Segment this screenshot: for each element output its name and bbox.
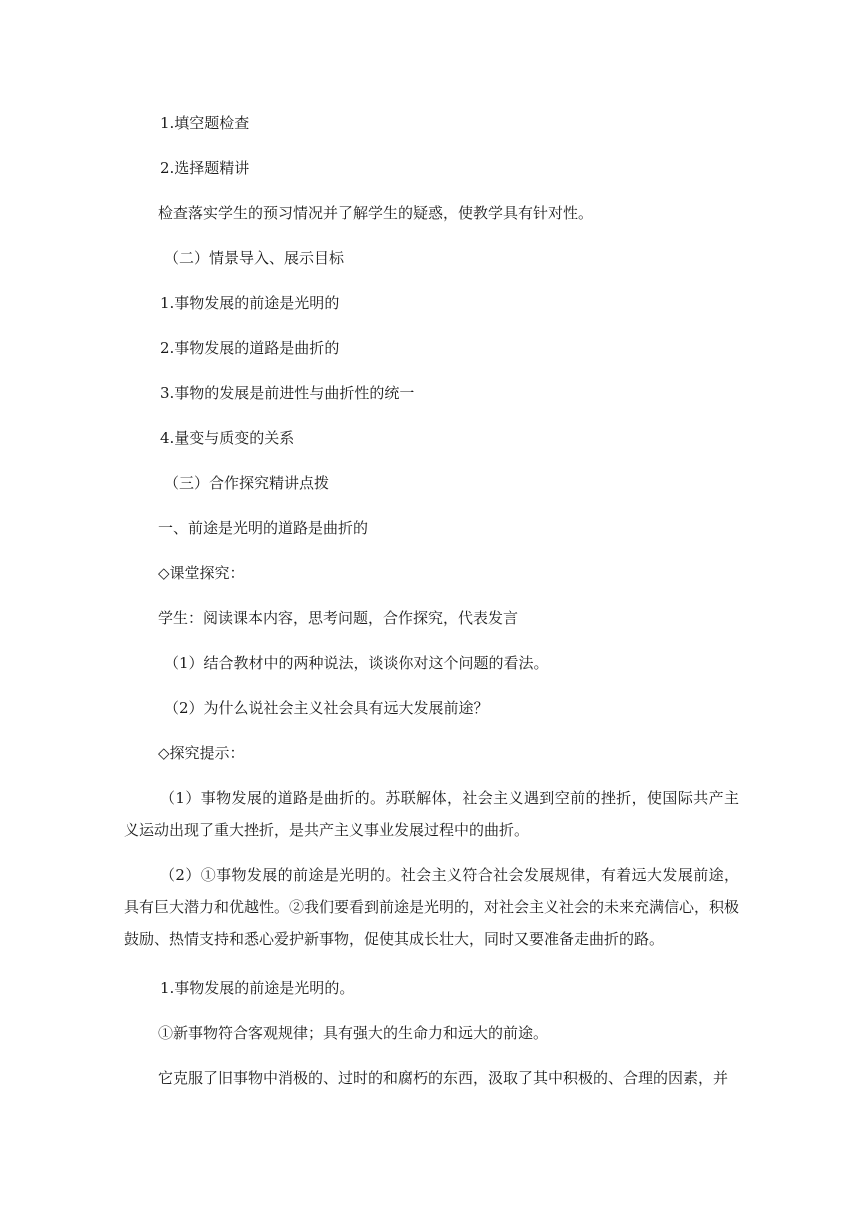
text-line: ◇探究提示： <box>158 744 245 762</box>
section-heading: （二）情景导入、展示目标 <box>164 249 345 267</box>
text-line: 2.选择题精讲 <box>160 159 250 177</box>
text-line: 检查落实学生的预习情况并了解学生的疑惑，使教学具有针对性。 <box>158 204 594 222</box>
question-line: （2）为什么说社会主义社会具有远大发展前途？ <box>164 699 489 717</box>
text-line: 3.事物的发展是前进性与曲折性的统一 <box>160 384 415 402</box>
text-line: ①新事物符合客观规律；具有强大的生命力和远大的前途。 <box>158 1024 549 1042</box>
text-line: 它克服了旧事物中消极的、过时的和腐朽的东西，汲取了其中积极的、合理的因素，并 <box>158 1069 729 1087</box>
paragraph: （1）事物发展的道路是曲折的。苏联解体，社会主义遇到空前的挫折，使国际共产主义运动出现了重大挫折，是共产主义事业发展过程中的曲折。 <box>124 789 739 839</box>
paragraph: （2）①事物发展的前途是光明的。社会主义符合社会发展规律，有着远大发展前途，具有巨大潜力和优越性。②我们要看到前途是光明的，对社会主义社会的未来充满信心，积极鼓励、热情支持和悉心爱护新事物，促使其成长壮大，同时又要准备走曲折的路。 <box>124 866 740 948</box>
text-line: 学生：阅读课本内容，思考问题，合作探究，代表发言 <box>158 609 519 627</box>
subsection-heading: 一、前途是光明的道路是曲折的 <box>158 519 369 537</box>
text-line: 1.事物发展的前途是光明的 <box>160 294 340 312</box>
text-line: 4.量变与质变的关系 <box>160 429 295 447</box>
text-line: 2.事物发展的道路是曲折的 <box>160 339 340 357</box>
question-line: （1）结合教材中的两种说法，谈谈你对这个问题的看法。 <box>164 654 549 672</box>
text-line: ◇课堂探究： <box>158 564 245 582</box>
section-heading: （三）合作探究精讲点拨 <box>164 474 330 492</box>
text-line: 1.填空题检查 <box>160 114 250 132</box>
text-line: 1.事物发展的前途是光明的。 <box>160 979 355 997</box>
